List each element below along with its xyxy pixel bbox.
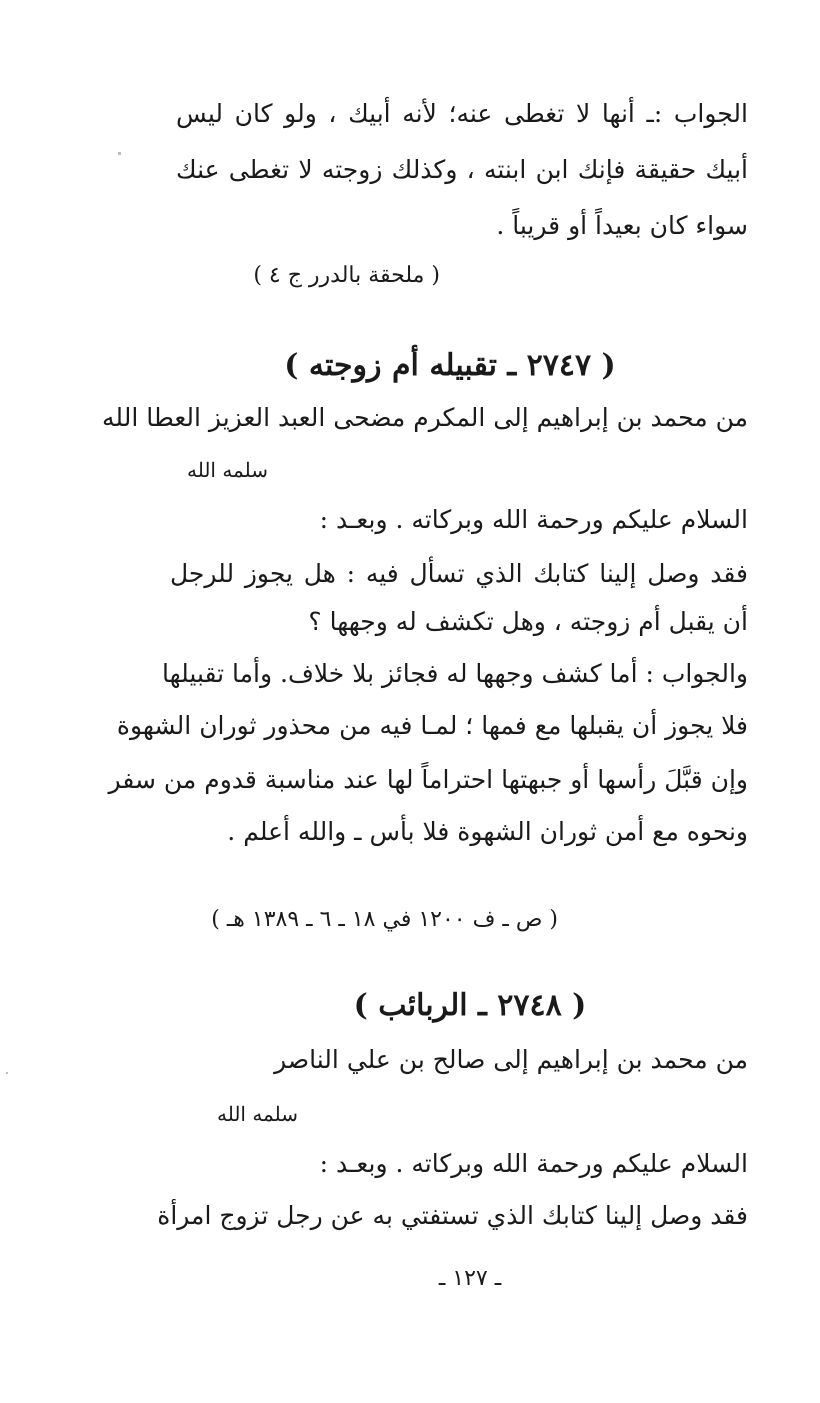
answer-line: الجواب :ـ أنها لا تغطى عنه؛ لأنه أبيك ، ولو كان ليس (176, 99, 748, 128)
section-heading: ( ٢٧٤٧ ـ تقبيله أم زوجته ) (284, 348, 616, 383)
answer-line: والجواب : أما كشف وجهها له فجائز بلا خلاف. وأما تقبيلها (161, 659, 748, 688)
answer-line: ونحوه مع أمن ثوران الشهوة فلا بأس ـ والله أعلم . (227, 817, 748, 846)
address-recipient-line: سلمه الله (216, 1102, 298, 1126)
greeting-line: السلام عليكم ورحمة الله وبركاته . وبعـد : (319, 505, 748, 534)
address-line: من محمد بن إبراهيم إلى المكرم مضحى العبد العزيز العطا الله (102, 403, 748, 432)
scan-artifact (118, 152, 121, 155)
greeting-line: السلام عليكم ورحمة الله وبركاته . وبعـد : (319, 1149, 748, 1178)
body-line: فقد وصل إلينا كتابك الذي تستفتي به عن رجل تزوج امرأة (157, 1201, 748, 1230)
address-line: من محمد بن إبراهيم إلى صالح بن علي الناصر (274, 1045, 748, 1074)
answer-line: أبيك حقيقة فإنك ابن ابنته ، وكذلك زوجته لا تغطى عنك (176, 155, 748, 184)
page-number: ـ ١٢٧ ـ (438, 1266, 502, 1291)
section-heading: ( ٢٧٤٨ ـ الربائب ) (353, 988, 587, 1023)
answer-line: وإن قبَّلَ رأسها أو جبهتها احتراماً لها عند مناسبة قدوم من سفر (108, 765, 748, 794)
source-reference: ( ملحقة بالدرر ج ٤ ) (253, 263, 440, 288)
source-reference: ( ص ـ ف ١٢٠٠ في ١٨ ـ ٦ ـ ١٣٨٩ هـ ) (211, 907, 558, 932)
answer-line: فلا يجوز أن يقبلها مع فمها ؛ لمـا فيه من محذور ثوران الشهوة (116, 711, 748, 740)
answer-line: سواء كان بعيداً أو قريباً . (496, 211, 748, 240)
scan-artifact (6, 1072, 8, 1074)
question-line: فقد وصل إلينا كتابك الذي تسأل فيه : هل يجوز للرجل (170, 559, 748, 588)
address-recipient-line: سلمه الله (186, 458, 268, 482)
question-line: أن يقبل أم زوجته ، وهل تكشف له وجهها ؟ (308, 607, 748, 636)
